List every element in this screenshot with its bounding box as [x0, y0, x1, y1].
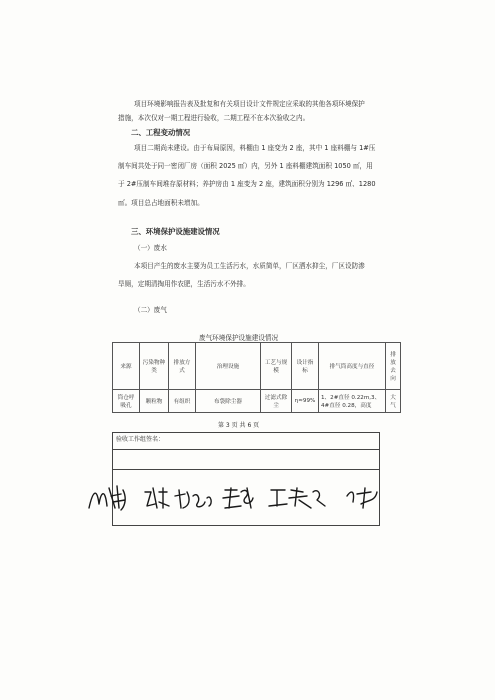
signature-box-divider: [113, 449, 379, 450]
table-cell: 大气: [386, 390, 401, 413]
section2-line4: ㎡。项目总占地面积未增加。: [118, 199, 204, 207]
signature-3: [175, 490, 211, 508]
sub1-line2: 旱厕，定期清掏用作农肥，生活污水不外排。: [118, 280, 250, 288]
section2-line2: 制车间共处于同一密闭厂房（面积 2025 ㎡）内，另外 1 座料棚建筑面积 1050 ㎡，用: [118, 162, 373, 170]
table-title: 废气环境保护设施建设情况: [199, 334, 279, 342]
table-header-cell: 工艺与规模: [261, 343, 292, 390]
table-header-cell: 排气筒高度与直径: [319, 343, 386, 390]
section2-line3: 于 2#压制车间堆存原材料；养护房由 1 座变为 2 座，建筑面积分别为 1296 ㎡、1280: [118, 180, 376, 188]
intro-text-line2: 措施，本次仅对一期工程进行验收，二期工程不在本次验收之内。: [118, 114, 310, 122]
table-cell: 有组织: [169, 390, 196, 413]
table-row: [113, 390, 401, 413]
signature-2: [145, 488, 169, 508]
table-cell: 1、2#直径 0.22m,3、4#直径 0.28，高度: [319, 390, 386, 413]
signature-1: [89, 486, 125, 510]
page-number: 第 3 页 共 6 页: [218, 422, 260, 429]
table-cell: 颗粒物: [140, 390, 169, 413]
section2-heading: 二、工程变动情况: [131, 128, 191, 137]
signature-6: [347, 488, 377, 508]
intro-text-line1: 项目环境影响报告表及批复和有关项目设计文件规定应采取的其他各项环境保护: [134, 100, 365, 108]
signature-box-divider: [113, 469, 379, 470]
table-cell: 筒仓呼吸孔: [113, 390, 140, 413]
sub1-line1: 本项目产生的废水主要为员工生活污水，水质简单，厂区洒水抑尘，厂区设防渗: [134, 262, 365, 270]
table-header-cell: 排放方式: [169, 343, 196, 390]
table-cell: 布袋除尘器: [196, 390, 261, 413]
table-cell: 过滤式除尘: [261, 390, 292, 413]
table-header-row: [113, 343, 401, 390]
handwritten-signatures: [85, 478, 385, 518]
table-cell: η≈99%: [292, 390, 319, 413]
exhaust-facilities-table: [112, 342, 401, 413]
table-header-cell: 设计指标: [292, 343, 319, 390]
table-header-cell: 治理设施: [196, 343, 261, 390]
sub1-heading: （一）废水: [134, 244, 167, 252]
signature-5: [269, 488, 325, 508]
table-header-cell: 排放去向: [386, 343, 401, 390]
table-header-cell: 来源: [113, 343, 140, 390]
table-header-cell: 污染物种类: [140, 343, 169, 390]
signature-4: [223, 488, 253, 508]
section2-line1: 项目二期尚未建设。由于布局原因，料棚由 1 座变为 2 座，其中 1 座料棚与 1#压: [134, 144, 376, 152]
section3-heading: 三、环境保护设施建设情况: [131, 227, 220, 236]
signature-box-label: 验收工作组签名：: [116, 436, 165, 443]
sub2-heading: （二）废气: [134, 306, 167, 314]
